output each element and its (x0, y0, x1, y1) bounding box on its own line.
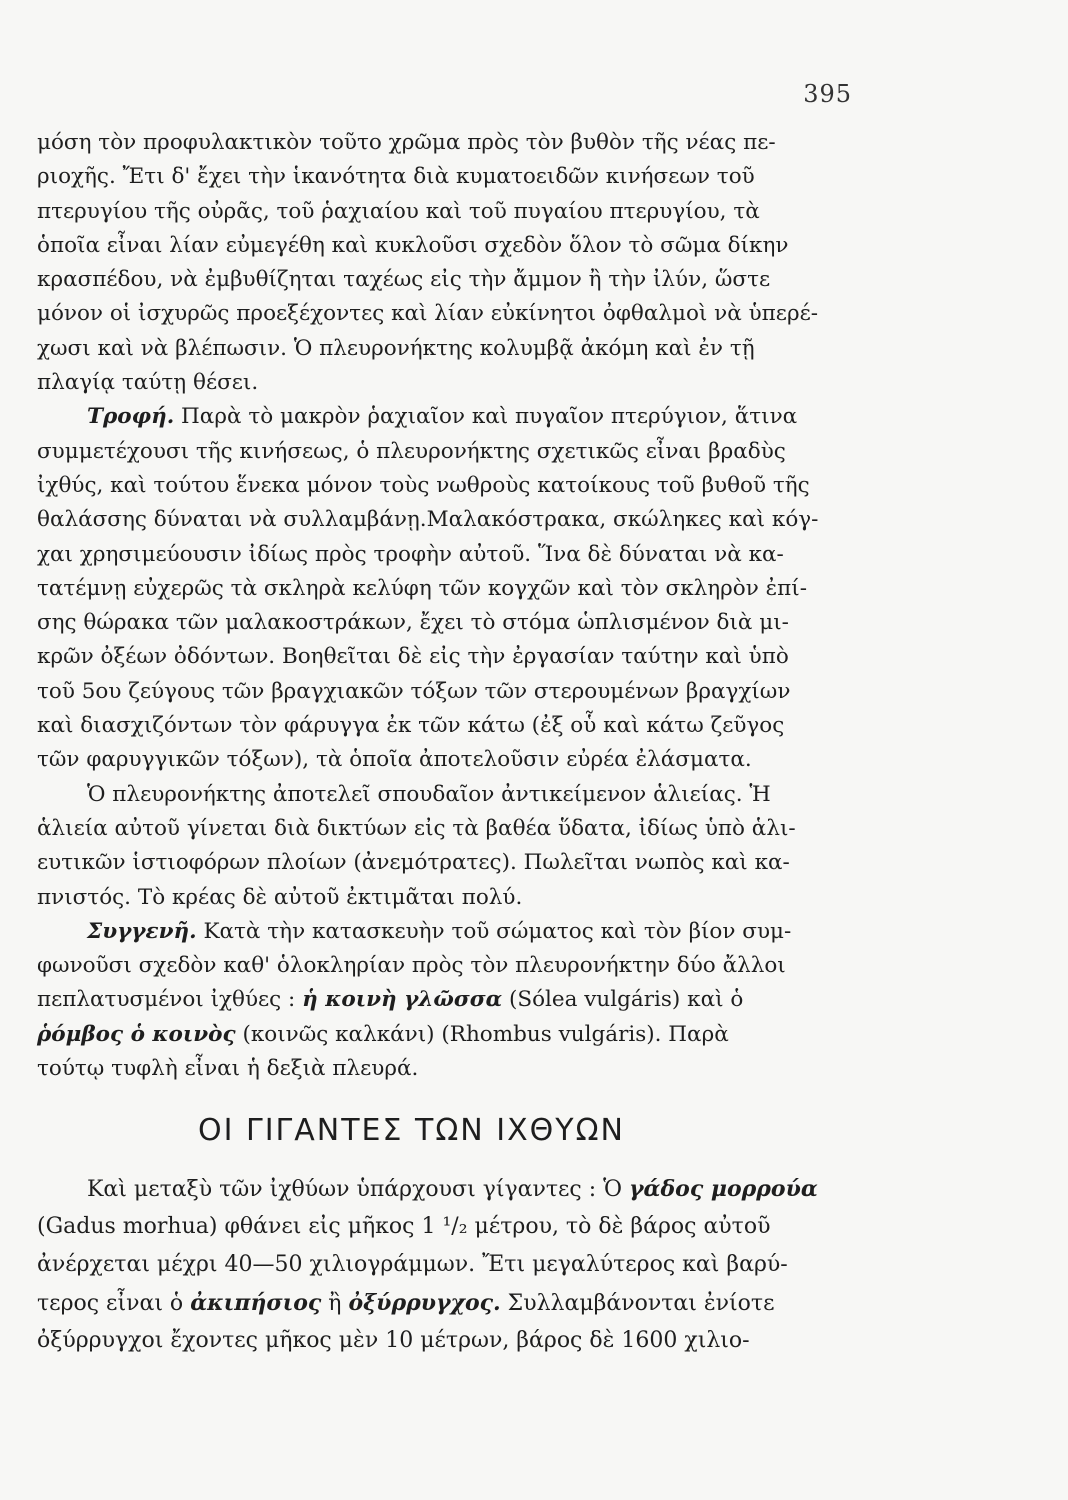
text-line: θαλάσσης δύναται νὰ συλλαμβάνῃ.Μαλακόστρακα, σκώληκες καὶ κόγ- (37, 507, 819, 533)
text-line: ριοχῆς. Ἔτι δ' ἔχει τὴν ἱκανότητα διὰ κυματοειδῶν κινήσεων τοῦ (37, 164, 755, 190)
paragraph-food (37, 400, 907, 777)
term-sturgeon-alt: ὀξύρρυγχος. (348, 1290, 501, 1317)
text-line: πεπλατυσμένοι ἰχθύες : ἡ κοινὴ γλῶσσα (Sólea vulgáris) καὶ ὁ (37, 987, 744, 1013)
text-line: ὀξύρρυγχοι ἔχοντες μῆκος μὲν 10 μέτρων, βάρος δὲ 1600 χιλιο- (37, 1328, 750, 1354)
text-line: μόση τὸν προφυλακτικὸν τοῦτο χρῶμα πρὸς τὸν βυθὸν τῆς νέας πε- (37, 130, 776, 155)
text-line: χωσι καὶ νὰ βλέπωσιν. Ὁ πλευρονήκτης κολυμβᾷ ἀκόμη καὶ ἐν τῇ (37, 335, 755, 361)
text-line: ἀνέρχεται μέχρι 40—50 χιλιογράμμων. Ἔτι μεγαλύτερος καὶ βαρύ- (37, 1252, 788, 1278)
text-line: καὶ διασχιζόντων τὸν φάρυγγα ἐκ τῶν κάτω (ἐξ οὗ καὶ κάτω ζεῦγος (37, 713, 785, 739)
term-sturgeon: ἀκιπήσιος (190, 1290, 322, 1317)
text-line: τούτῳ τυφλὴ εἶναι ἡ δεξιὰ πλευρά. (37, 1056, 419, 1082)
text-line: ἰχθύς, καὶ τούτου ἕνεκα μόνον τοὺς νωθροὺς κατοίκους τοῦ βυθοῦ τῆς (37, 472, 810, 498)
text-line: σης θώρακα τῶν μαλακοστράκων, ἔχει τὸ στόμα ὡπλισμένον διὰ μι- (37, 610, 789, 636)
text-line: συμμετέχουσι τῆς κινήσεως, ὁ πλευρονήκτης σχετικῶς εἶναι βραδὺς (37, 438, 786, 464)
paragraph-camouflage (37, 126, 907, 400)
page-number: 395 (803, 80, 852, 108)
text-line: μόνον οἱ ἰσχυρῶς προεξέχοντες καὶ λίαν εὐκίνητοι ὀφθαλμοὶ νὰ ὑπερέ- (37, 301, 818, 327)
text-line: τῶν φαρυγγικῶν τόξων), τὰ ὁποῖα ἀποτελοῦσιν εὐρέα ἐλάσματα. (37, 747, 752, 773)
text-line: ὁποῖα εἶναι λίαν εὐμεγέθη καὶ κυκλοῦσι σχεδὸν ὅλον τὸ σῶμα δίκην (37, 232, 789, 258)
text-line: πλαγίᾳ ταύτῃ θέσει. (37, 370, 259, 396)
section-title: ΟΙ ΓΙΓΑΝΤΕΣ ΤΩΝ ΙΧΘΥΩΝ (198, 1113, 625, 1149)
text-line: (Gadus morhua) φθάνει εἰς μῆκος 1 ¹/₂ μέτρου, τὸ δὲ βάρος αὐτοῦ (37, 1214, 771, 1240)
text-line: τατέμνῃ εὐχερῶς τὰ σκληρὰ κελύφη τῶν κογχῶν καὶ τὸν σκληρὸν ἐπί- (37, 575, 807, 601)
text-line: Συγγενῆ. Κατὰ τὴν κατασκευὴν τοῦ σώματος καὶ τὸν βίον συμ- (87, 918, 792, 944)
paragraph-relatives (37, 915, 907, 1086)
text-line: Καὶ μεταξὺ τῶν ἰχθύων ὑπάρχουσι γίγαντες : Ὁ γάδος μορρούα (87, 1176, 818, 1203)
text-line: ευτικῶν ἱστιοφόρων πλοίων (ἀνεμότρατες). Πωλεῖται νωπὸς καὶ κα- (37, 850, 790, 876)
term-turbot: ῥόμβος ὁ κοινὸς (37, 1021, 236, 1047)
paragraph-fishing (37, 778, 907, 915)
text-line: φωνοῦσι σχεδὸν καθ' ὁλοκληρίαν πρὸς τὸν πλευρονήκτην δύο ἄλλοι (37, 953, 786, 979)
section-heading-relatives: Συγγενῆ. (87, 918, 197, 944)
text-line: ῥόμβος ὁ κοινὸς (κοινῶς καλκάνι) (Rhombus vulgáris). Παρὰ (37, 1021, 729, 1047)
paragraph-giants (37, 1170, 907, 1360)
text-line: πτερυγίου τῆς οὐρᾶς, τοῦ ῥαχιαίου καὶ τοῦ πυγαίου πτερυγίου, τὰ (37, 198, 760, 224)
text-line: ἁλιεία αὐτοῦ γίνεται διὰ δικτύων εἰς τὰ βαθέα ὕδατα, ἰδίως ὑπὸ ἁλι- (37, 815, 796, 841)
term-common-sole: ἡ κοινὴ γλῶσσα (302, 987, 503, 1013)
term-cod: γάδος μορρούα (629, 1176, 818, 1203)
text-line: πνιστός. Τὸ κρέας δὲ αὐτοῦ ἐκτιμᾶται πολύ. (37, 884, 523, 910)
text-line: κρασπέδου, νὰ ἐμβυθίζηται ταχέως εἰς τὴν ἄμμον ἢ τὴν ἰλύν, ὥστε (37, 267, 771, 293)
section-heading-food: Τροφή. (87, 404, 175, 430)
text-line: Τροφή. Παρὰ τὸ μακρὸν ῥαχιαῖον καὶ πυγαῖον πτερύγιον, ἅτινα (87, 404, 798, 430)
text-line: κρῶν ὀξέων ὀδόντων. Βοηθεῖται δὲ εἰς τὴν ἐργασίαν ταύτην καὶ ὑπὸ (37, 644, 789, 670)
page-body (37, 126, 907, 1360)
text-line: χαι χρησιμεύουσιν ἰδίως πρὸς τροφὴν αὐτοῦ. Ἵνα δὲ δύναται νὰ κα- (37, 541, 784, 567)
text-line: Ὁ πλευρονήκτης ἀποτελεῖ σπουδαῖον ἀντικείμενον ἁλιείας. Ἡ (87, 781, 771, 807)
text-line: τερος εἶναι ὁ ἀκιπήσιος ἢ ὀξύρρυγχος. Συλλαμβάνονται ἐνίοτε (37, 1290, 775, 1317)
text-line: τοῦ 5ου ζεύγους τῶν βραγχιακῶν τόξων τῶν στερουμένων βραγχίων (37, 678, 791, 704)
